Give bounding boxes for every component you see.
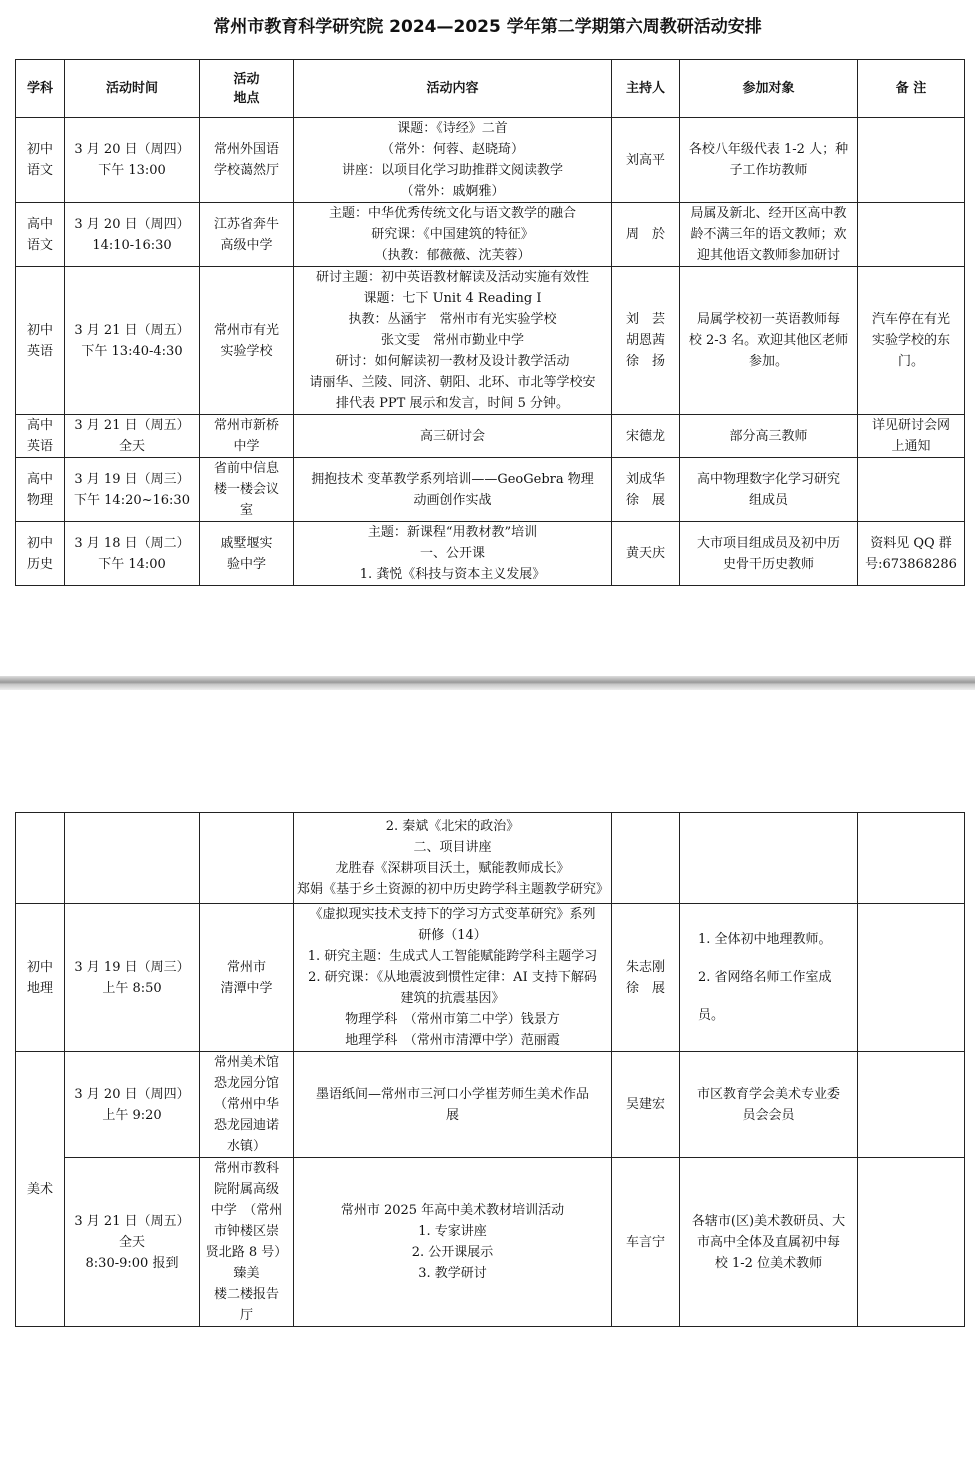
subject-cell: 初中 语文	[16, 118, 65, 203]
participants-cell: 局属学校初一英语教师每 校 2-3 名。欢迎其他区老师 参加。	[680, 267, 858, 415]
venue-cell: 常州美术馆 恐龙园分馆 （常州中华 恐龙园迪诺 水镇）	[200, 1052, 294, 1158]
page-separator	[0, 676, 975, 690]
content-cell: 课题：《诗经》二首 （常外：何蓉、赵晓琦） 讲座：以项目化学习助推群文阅读教学 （常外：戚婀雅）	[294, 118, 612, 203]
host-cell: 黄天庆	[612, 522, 680, 586]
host-cell: 车言宁	[612, 1158, 680, 1327]
subject-cell: 初中 地理	[16, 904, 65, 1052]
notes-cell	[858, 118, 965, 203]
participants-cell: 高中物理数字化学习研究 组成员	[680, 458, 858, 522]
table-row	[16, 458, 965, 522]
header-venue: 活动 地点	[200, 60, 294, 118]
table-row	[16, 267, 965, 415]
notes-cell	[858, 1052, 965, 1158]
page-title: 常州市教育科学研究院 2024—2025 学年第二学期第六周教研活动安排	[213, 17, 762, 37]
venue-cell: 戚墅堰实 验中学	[200, 522, 294, 586]
table-row	[16, 1158, 965, 1327]
venue-cell: 江苏省奔牛 高级中学	[200, 203, 294, 267]
notes-cell: 汽车停在有光 实验学校的东 门。	[858, 267, 965, 415]
participants-cell: 局属及新北、经开区高中教 龄不满三年的语文教师；欢 迎其他语文教师参加研讨	[680, 203, 858, 267]
table-row	[16, 203, 965, 267]
time-cell: 3 月 21 日（周五） 下午 13:40-4:30	[65, 267, 200, 415]
venue-cell: 省前中信息 楼一楼会议 室	[200, 458, 294, 522]
content-cell: 常州市 2025 年高中美术教材培训活动 1. 专家讲座 2. 公开课展示 3. 教学研讨	[294, 1158, 612, 1327]
participants-cell: 各辖市(区)美术教研员、大 市高中全体及直属初中每 校 1-2 位美术教师	[680, 1158, 858, 1327]
host-cell: 朱志刚 徐 展	[612, 904, 680, 1052]
time-cell: 3 月 19 日（周三） 下午 14:20~16:30	[65, 458, 200, 522]
header-notes: 备 注	[858, 60, 965, 118]
subject-cell: 美术	[16, 1052, 65, 1327]
host-cell: 吴建宏	[612, 1052, 680, 1158]
content-cell: 研讨主题：初中英语教材解读及活动实施有效性 课题：七下 Unit 4 Reading I 执教：丛涵宇 常州市有光实验学校 张文雯 常州市勤业中学 研讨：如何解读初一教材及设计教学活动 请丽华、兰陵、同济、朝阳、北环、市北等学校安 排代表 PPT 展示和发言，时间 5 分钟。	[294, 267, 612, 415]
host-cell: 刘高平	[612, 118, 680, 203]
time-cell: 3 月 19 日（周三） 上午 8:50	[65, 904, 200, 1052]
host-cell: 刘 芸 胡恩茜 徐 扬	[612, 267, 680, 415]
table-row	[16, 522, 965, 586]
time-cell: 3 月 20 日（周四） 下午 13:00	[65, 118, 200, 203]
participants-cell: 1. 全体初中地理教师。 2. 省网络名师工作室成员。	[680, 904, 858, 1052]
content-cell: 主题：中华优秀传统文化与语文教学的融合 研究课：《中国建筑的特征》 （执教：郁薇薇、沈芙蓉）	[294, 203, 612, 267]
content-cell: 《虚拟现实技术支持下的学习方式变革研究》系列 研修（14） 1. 研究主题：生成式人工智能赋能跨学科主题学习 2. 研究课：《从地震波到惯性定律：AI 支持下解码 建筑的抗震基因》 物理学科 （常州市第二中学）钱景方 地理学科 （常州市清潭中学）范丽霞	[294, 904, 612, 1052]
time-cell: 3 月 20 日（周四） 14:10-16:30	[65, 203, 200, 267]
header-row	[16, 60, 965, 118]
host-cell: 周 於	[612, 203, 680, 267]
venue-cell: 常州市 清潭中学	[200, 904, 294, 1052]
content-cell: 高三研讨会	[294, 415, 612, 458]
notes-cell	[858, 458, 965, 522]
notes-cell	[858, 904, 965, 1052]
notes-cell: 详见研讨会网 上通知	[858, 415, 965, 458]
host-cell: 宋德龙	[612, 415, 680, 458]
table-row	[16, 1052, 965, 1158]
time-cell: 3 月 20 日（周四） 上午 9:20	[65, 1052, 200, 1158]
notes-cell: 资料见 QQ 群 号:673868286	[858, 522, 965, 586]
subject-cell: 高中 物理	[16, 458, 65, 522]
content-cell: 主题：新课程“用教材教”培训 一、公开课 1. 龚悦《科技与资本主义发展》	[294, 522, 612, 586]
notes-cell	[858, 1158, 965, 1327]
history-content-cont: 2. 秦斌《北宋的政治》 二、项目讲座 龙胜春《深耕项目沃土，赋能教师成长》 郑娟《基于乡土资源的初中历史跨学科主题教学研究》	[294, 813, 612, 904]
subject-cell: 高中 英语	[16, 415, 65, 458]
schedule-table-page-2	[15, 812, 965, 1327]
table-row	[16, 415, 965, 458]
header-participants: 参加对象	[680, 60, 858, 118]
participants-cell: 大市项目组成员及初中历 史骨干历史教师	[680, 522, 858, 586]
content-cell: 墨语纸间—常州市三河口小学崔芳师生美术作品 展	[294, 1052, 612, 1158]
venue-cell: 常州市教科 院附属高级 中学 （常州 市钟楼区崇 贤北路 8 号） 臻美 楼二楼报告 厅	[200, 1158, 294, 1327]
table-row	[16, 904, 965, 1052]
venue-cell: 常州外国语 学校蔼然厅	[200, 118, 294, 203]
schedule-table-page-1	[15, 59, 965, 586]
participants-cell: 各校八年级代表 1-2 人；种 子工作坊教师	[680, 118, 858, 203]
header-content: 活动内容	[294, 60, 612, 118]
time-cell: 3 月 18 日（周二） 下午 14:00	[65, 522, 200, 586]
participants-cell: 部分高三教师	[680, 415, 858, 458]
subject-cell: 初中 历史	[16, 522, 65, 586]
subject-cell: 初中 英语	[16, 267, 65, 415]
content-cell: 拥抱技术 变革教学系列培训——GeoGebra 物理 动画创作实战	[294, 458, 612, 522]
host-cell: 刘成华 徐 展	[612, 458, 680, 522]
header-host: 主持人	[612, 60, 680, 118]
time-cell: 3 月 21 日（周五） 全天	[65, 415, 200, 458]
header-time: 活动时间	[65, 60, 200, 118]
notes-cell	[858, 203, 965, 267]
time-cell: 3 月 21 日（周五） 全天 8:30-9:00 报到	[65, 1158, 200, 1327]
table-row	[16, 118, 965, 203]
table-row	[16, 813, 965, 904]
venue-cell: 常州市有光 实验学校	[200, 267, 294, 415]
subject-cell: 高中 语文	[16, 203, 65, 267]
header-subject: 学科	[16, 60, 65, 118]
venue-cell: 常州市新桥 中学	[200, 415, 294, 458]
participants-cell: 市区教育学会美术专业委 员会会员	[680, 1052, 858, 1158]
